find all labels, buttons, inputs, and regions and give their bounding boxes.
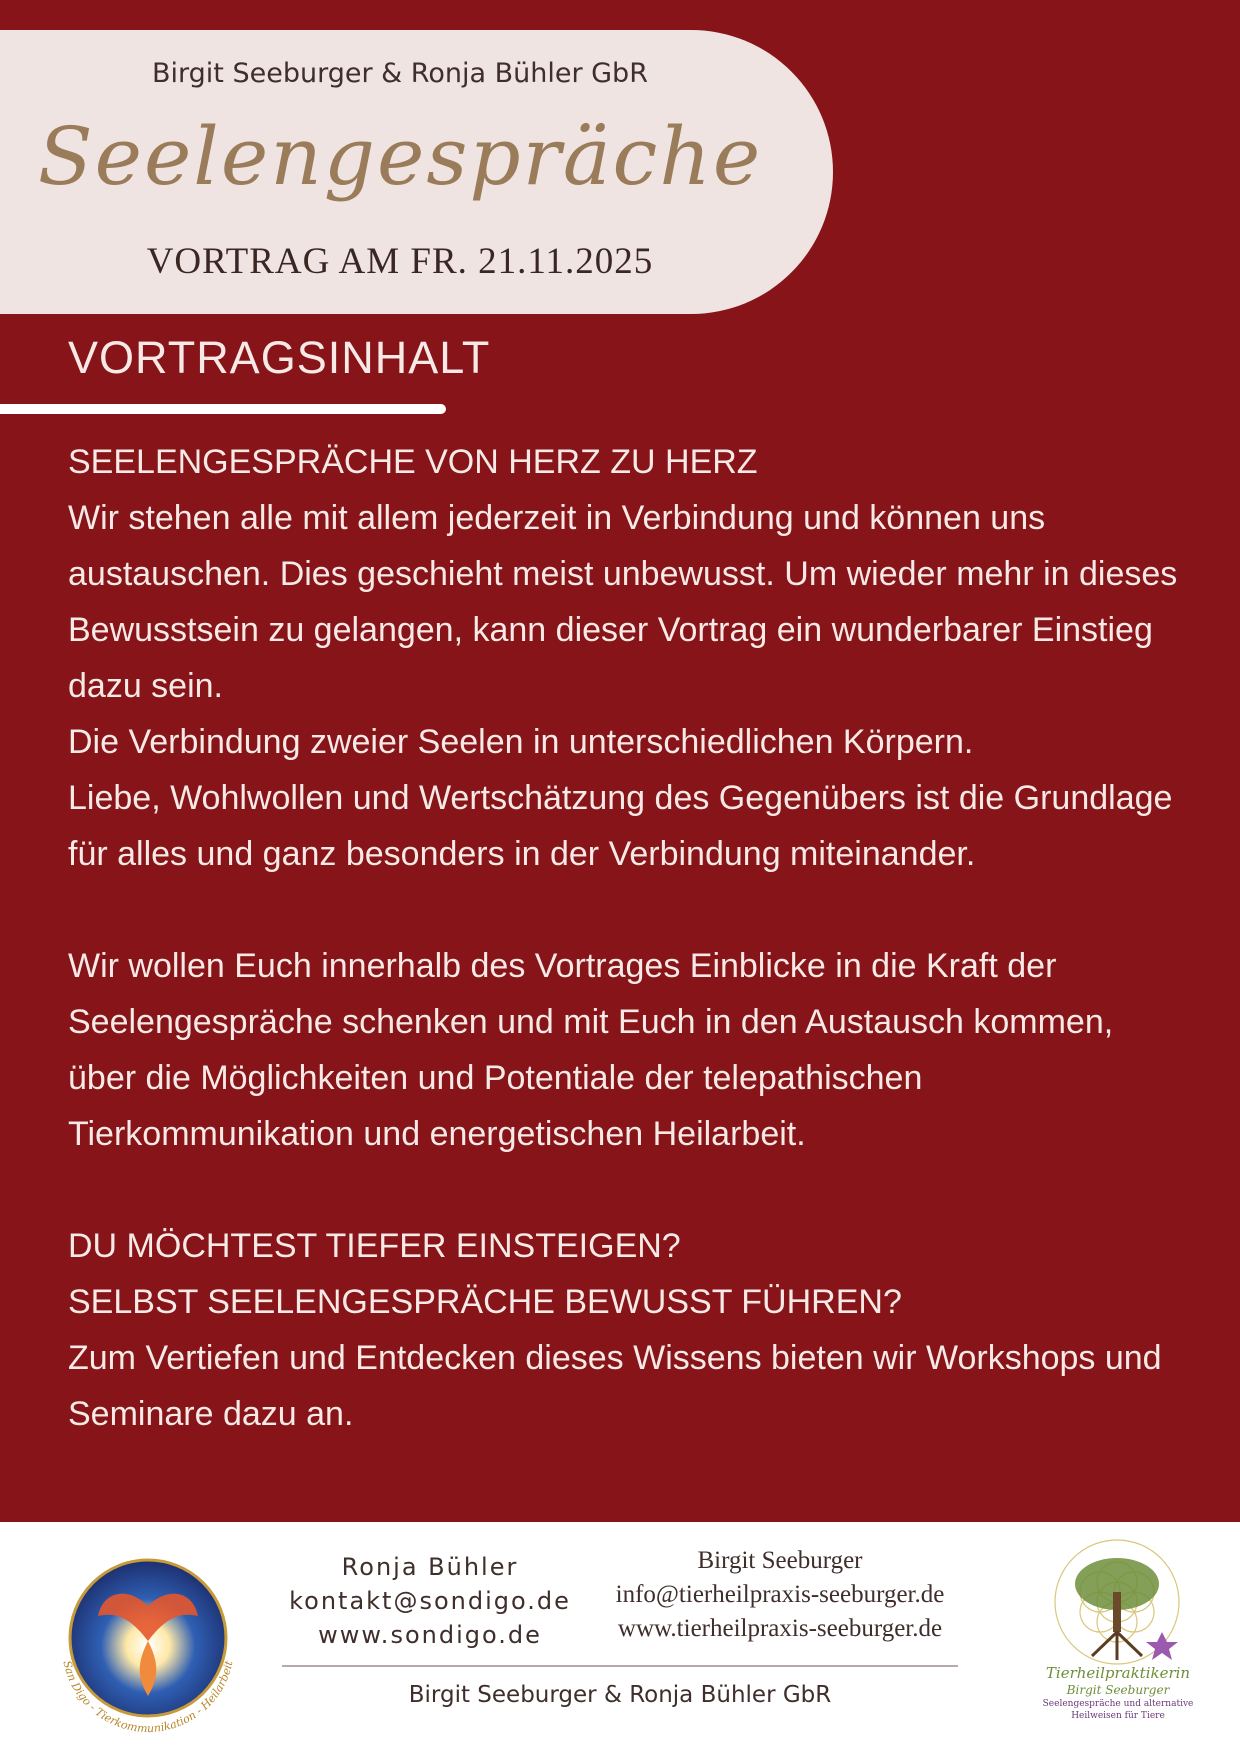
logo-person: Birgit Seeburger bbox=[1066, 1683, 1170, 1697]
contact-ronja bbox=[280, 1550, 580, 1652]
ronja-email[interactable]: kontakt@sondigo.de bbox=[289, 1587, 571, 1615]
paragraph-verbindung: Die Verbindung zweier Seelen in unterschiedlichen Körpern. bbox=[68, 723, 974, 761]
event-date: VORTRAG AM FR. 21.11.2025 bbox=[146, 241, 654, 282]
paragraph-einblicke: Wir wollen Euch innerhalb des Vortrages Einblicke in die Kraft der Seelengespräche schenken und mit Euch in den Austausch kommen, über die Möglichkeiten und Potentiale der telepathischen Tierkommunikation und energetischen Heilarbeit. bbox=[68, 947, 1114, 1153]
spacer bbox=[68, 1162, 1178, 1218]
question-tiefer: DU MÖCHTEST TIEFER EINSTEIGEN? bbox=[68, 1227, 681, 1265]
ronja-name: Ronja Bühler bbox=[341, 1553, 519, 1581]
question-selbst: SELBST SEELENGESPRÄCHE BEWUSST FÜHREN? bbox=[68, 1283, 902, 1321]
tierheilpraxis-logo-text bbox=[1000, 1664, 1236, 1722]
birgit-website[interactable]: www.tierheilpraxis-seeburger.de bbox=[617, 1615, 943, 1642]
section-heading: VORTRAGSINHALT bbox=[68, 332, 491, 383]
birgit-email[interactable]: info@tierheilpraxis-seeburger.de bbox=[615, 1581, 945, 1608]
poster-title: Seelengespräche bbox=[37, 110, 763, 203]
logo-title: Tierheilpraktikerin bbox=[1045, 1664, 1191, 1682]
birgit-name: Birgit Seeburger bbox=[697, 1547, 863, 1574]
sondigo-logo bbox=[48, 1546, 248, 1746]
content-body bbox=[68, 434, 1178, 1442]
logo-tagline-2: Heilweisen für Tiere bbox=[1071, 1711, 1165, 1721]
spacer bbox=[68, 882, 1178, 938]
logo-tagline-1: Seelengespräche und alternative bbox=[1042, 1699, 1194, 1709]
paragraph-intro: Wir stehen alle mit allem jederzeit in Verbindung und können uns austauschen. Dies geschieht meist unbewusst. Um wieder mehr in dieses Bewusstsein zu gelangen, kann dieser Vortrag ein wunderbarer Einstieg dazu sein. bbox=[68, 499, 1178, 705]
footer-divider bbox=[282, 1665, 958, 1667]
footer-company: Birgit Seeburger & Ronja Bühler GbR bbox=[408, 1682, 832, 1708]
header-company: Birgit Seeburger & Ronja Bühler GbR bbox=[152, 58, 648, 89]
paragraph-workshops: Zum Vertiefen und Entdecken dieses Wissens bieten wir Workshops und Seminare dazu an. bbox=[68, 1339, 1162, 1433]
heading-underline bbox=[0, 404, 446, 414]
sondigo-logo-text: San Digo - Tierkommunikation - Heilarbeit bbox=[60, 1659, 236, 1736]
subheading-herz: SEELENGESPRÄCHE VON HERZ ZU HERZ bbox=[68, 443, 758, 481]
contact-birgit bbox=[590, 1544, 970, 1646]
footer bbox=[0, 1522, 1240, 1748]
ronja-website[interactable]: www.sondigo.de bbox=[318, 1621, 542, 1649]
paragraph-liebe: Liebe, Wohlwollen und Wertschätzung des Gegenübers ist die Grundlage für alles und ganz besonders in der Verbindung miteinander. bbox=[68, 779, 1173, 873]
